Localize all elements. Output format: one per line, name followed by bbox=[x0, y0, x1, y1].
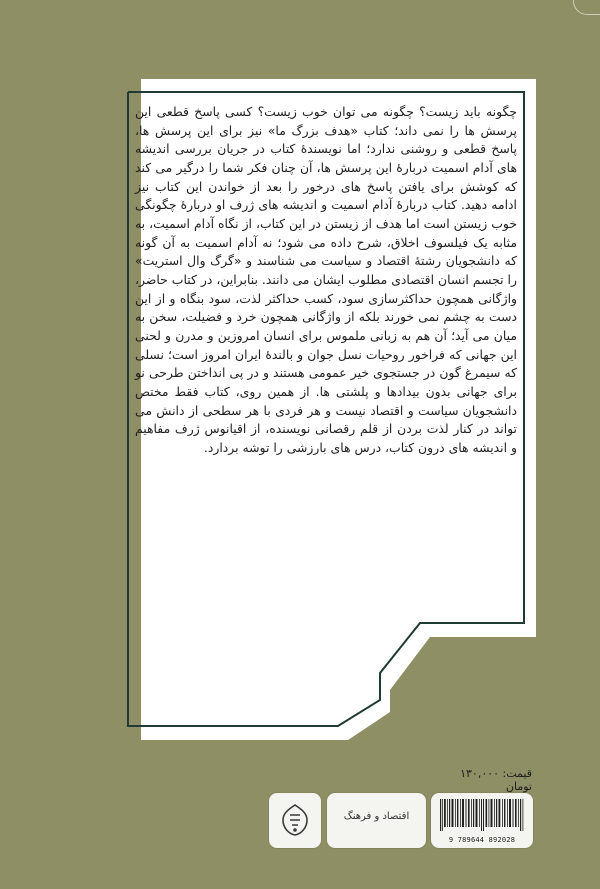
barcode-icon bbox=[438, 799, 526, 831]
back-cover-blurb bbox=[135, 103, 517, 457]
publisher-name-box bbox=[327, 793, 426, 848]
publisher-name: اقتصاد و فرهنگ bbox=[343, 811, 410, 822]
barcode-number: 9 789644 892028 bbox=[448, 836, 516, 844]
publisher-logo-box bbox=[269, 793, 321, 848]
blurb-text: چگونه باید زیست؟ چگونه می توان خوب زیست؟ کسی پاسخ قطعی این پرسش ها را نمی داند؛ کتاب «هدف بزرگ ما» نیز برای این پرسش ها، پاسخ قطعی و روشنی ندارد؛ اما نویسندهٔ کتاب در جریان بررسی اندیشه های آدام اسمیت دربارهٔ این پرسش ها، آن چنان فکر شما را درگیر می کند که کوشش برای یافتن پاسخ های درخور را بعد از خواندن این کتاب نیز ادامه دهید. کتاب دربارهٔ آدام اسمیت و اندیشه های ژرف او دربارهٔ چگونگی خوب زیستن است اما هدف از زیستن در این کتاب، از نگاه آدام اسمیت، به مثابه یک فیلسوف اخلاق، شرح داده می شود؛ نه آدام اسمیت به آن گونه که دانشجویان رشتهٔ اقتصاد و سیاست می شناسند و «گرگ وال استریت» را تجسم انسان اقتصادی مطلوب ایشان می دانند. بنابراین، در کتاب حاضر، واژگانی همچون حداکثرسازی سود، کسب حداکثر لذت، سود بنگاه و از این دست به چشم نمی خورند بلکه از واژگانی همچون خرد و فضیلت، سخن به میان می آید؛ آن هم به زبانی ملموس برای انسان امروزین و مدرن و لحنی این جهانی که فراخور روحیات نسل جوان و بالندهٔ ایران امروز است؛ نسلی که سیمرغ گون در جستجوی خیر عمومی هستند و در پی انداختن طرحی نو برای جهانی بدون بیدادها و پلشتی ها. از همین روی، کتاب فقط مختص دانشجویان سیاست و اقتصاد نیست و هر فردی با هر سطحی از دانش می تواند در کنار لذت بردن از قلم رقصانی نویسنده، از اقیانوس ژرف مفاهیم و اندیشه های درون کتاب، درس های بارزشی را توشه بردارد. bbox=[135, 104, 517, 455]
barcode-box bbox=[431, 793, 533, 848]
publisher-seal-icon bbox=[279, 803, 311, 837]
price-label: قیمت: ۱۳۰,۰۰۰ تومان bbox=[460, 767, 532, 793]
